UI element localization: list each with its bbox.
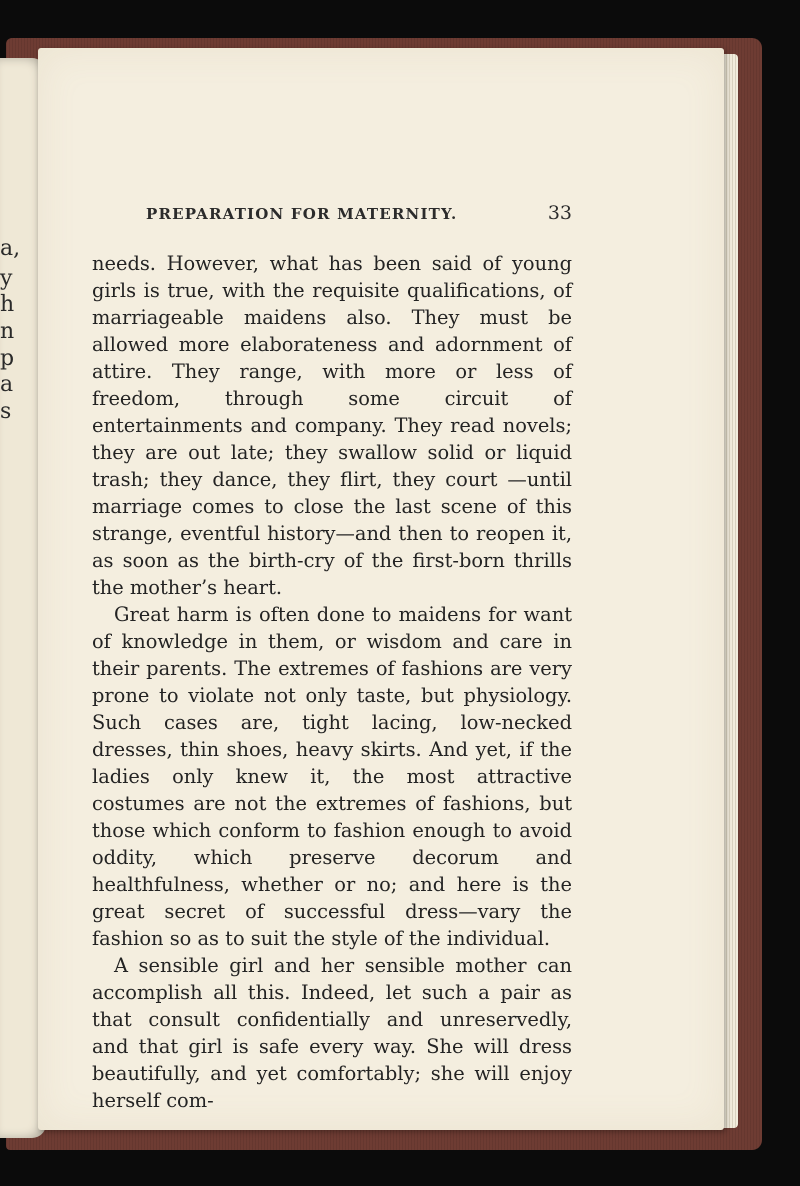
- body-text: [92, 250, 572, 1114]
- paragraph: needs. However, what has been said of young girls is true, with the requisite qualifications, of marriageable maidens also. They must be allowed more elaborateness and adornment of attire. They range, with more or less of freedom, through some circuit of entertainments and company. They read novels; they are out late; they swallow solid or liquid trash; they dance, they flirt, they court —until marriage comes to close the last scene of this strange, eventful history—and then to reopen it, as soon as the birth-cry of the first-born thrills the mother’s heart.: [92, 252, 572, 599]
- page-number: 33: [547, 202, 572, 224]
- paragraph: Great harm is often done to maidens for want of knowledge in them, or wisdom and care in their parents. The extremes of fashions are very prone to violate not only taste, but physiology. Such cases are, tight lacing, low-necked dresses, thin shoes, heavy skirts. And yet, if the ladies only knew it, the most attractive costumes are not the extremes of fashions, but those which conform to fashion enough to avoid oddity, which preserve decorum and healthfulness, whether or no; and here is the great secret of successful dress—vary the fashion so as to suit the style of the individual.: [92, 603, 572, 950]
- left-page-fragment: a,: [0, 236, 21, 261]
- page-header: [146, 202, 572, 224]
- left-page-fragment: y: [0, 266, 13, 291]
- left-page-fragment: n: [0, 319, 15, 344]
- left-page-fragment: s: [0, 399, 12, 424]
- left-page-fragment: a: [0, 372, 14, 397]
- left-page-fragment: p: [0, 346, 15, 371]
- running-head: PREPARATION FOR MATERNITY.: [146, 205, 458, 223]
- paragraph: A sensible girl and her sensible mother can accomplish all this. Indeed, let such a pair as that consult confidentially and unreservedly, and that girl is safe every way. She will dress beautifully, and yet comfortably; she will enjoy herself com-: [92, 954, 572, 1112]
- left-page-fragment: h: [0, 292, 15, 317]
